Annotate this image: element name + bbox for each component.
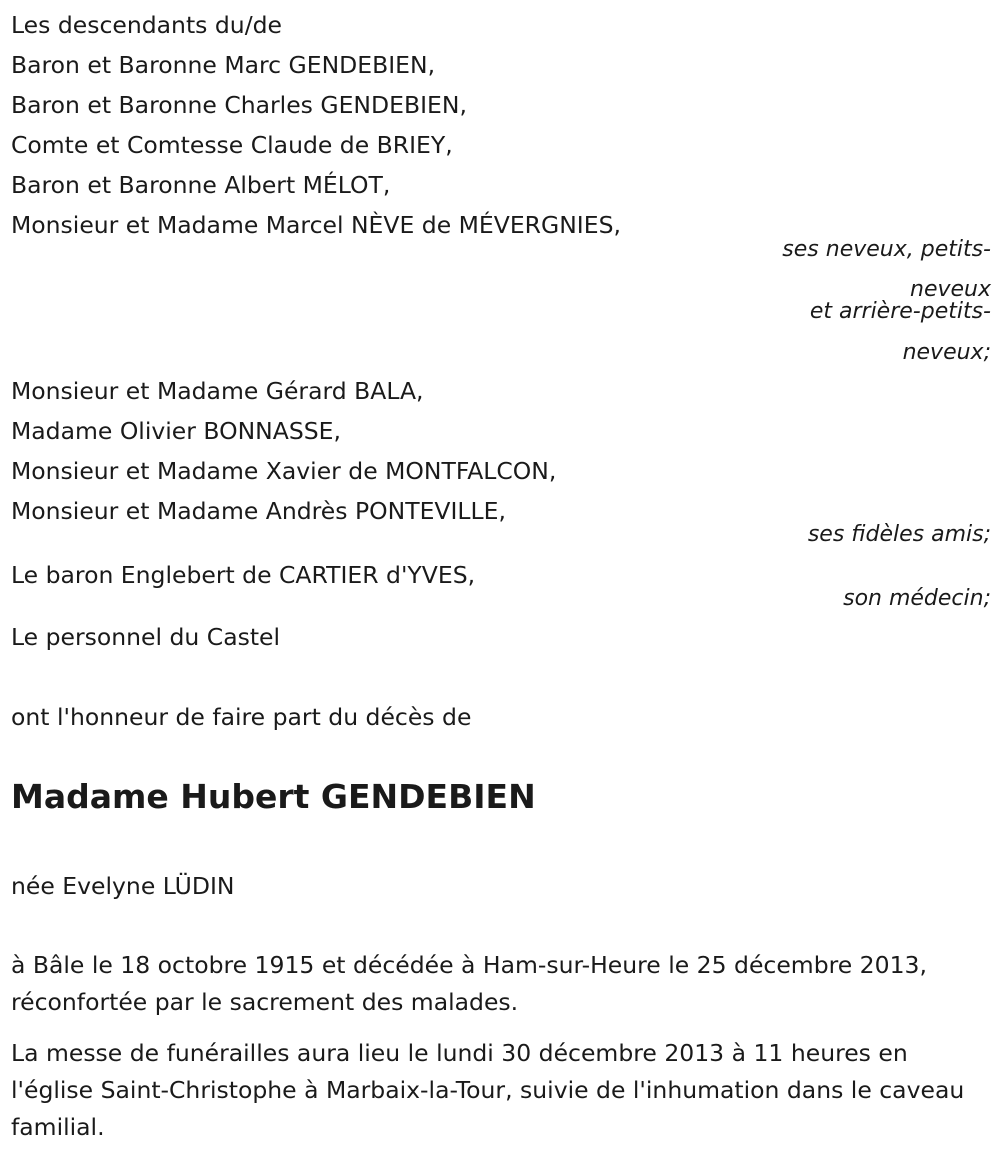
- intro-text: Les descendants du/de: [11, 11, 282, 39]
- family-member: Baron et Baronne Charles GENDEBIEN,: [11, 91, 467, 119]
- death-notice: [11, 0, 991, 1165]
- friend: Monsieur et Madame Andrès PONTEVILLE,: [11, 497, 506, 525]
- doctor-role: son médecin;: [843, 586, 991, 611]
- family-role-line: neveux;: [902, 340, 991, 365]
- friend: Monsieur et Madame Xavier de MONTFALCON,: [11, 457, 557, 485]
- announcement: ont l'honneur de faire part du décès de: [11, 703, 472, 731]
- friend: Monsieur et Madame Gérard BALA,: [11, 377, 424, 405]
- family-role-line: et arrière-petits-: [809, 299, 991, 324]
- staff: Le personnel du Castel: [11, 623, 281, 651]
- family-member: Baron et Baronne Albert MÉLOT,: [11, 171, 391, 199]
- friend: Madame Olivier BONNASSE,: [11, 417, 341, 445]
- family-role-line: ses neveux, petits-: [782, 237, 991, 262]
- family-member: Comte et Comtesse Claude de BRIEY,: [11, 131, 453, 159]
- birth-death-paragraph: à Bâle le 18 octobre 1915 et décédée à Ham-sur-Heure le 25 décembre 2013, réconfortée par le sacrement des malades.: [11, 951, 927, 1016]
- family-member: Baron et Baronne Marc GENDEBIEN,: [11, 51, 436, 79]
- friends-role: ses fidèles amis;: [807, 522, 991, 547]
- family-role-line: neveux: [910, 277, 991, 302]
- maiden-name: née Evelyne LÜDIN: [11, 872, 235, 900]
- doctor: Le baron Englebert de CARTIER d'YVES,: [11, 561, 476, 589]
- family-member: Monsieur et Madame Marcel NÈVE de MÉVERGNIES,: [11, 211, 621, 239]
- funeral-paragraph: La messe de funérailles aura lieu le lundi 30 décembre 2013 à 11 heures en l'église Saint-Christophe à Marbaix-la-Tour, suivie de l'inhumation dans le caveau familial.: [11, 1039, 965, 1141]
- deceased-name: Madame Hubert GENDEBIEN: [11, 777, 536, 816]
